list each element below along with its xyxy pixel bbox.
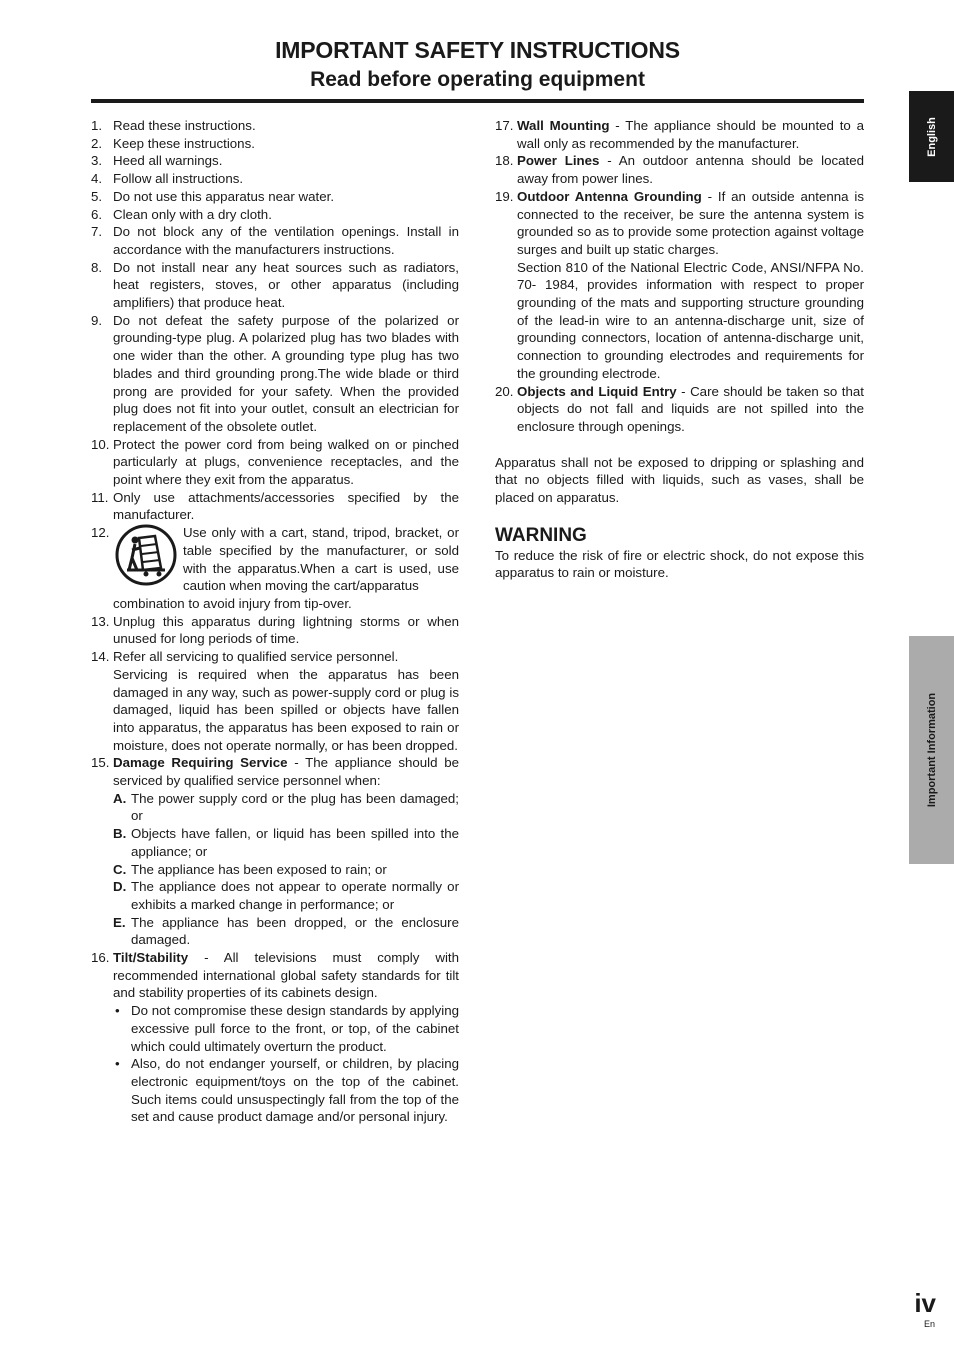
sub-item: A. The power supply cord or the plug has been damaged; or [113, 790, 459, 824]
list-item: 13. Unplug this apparatus during lightning storms or when unused for long periods of time. [91, 613, 459, 647]
list-item: 18. Power Lines - An outdoor antenna should be located away from power lines. [495, 153, 864, 187]
warning-text: To reduce the risk of fire or electric shock, do not expose this apparatus to rain or moisture. [495, 547, 864, 581]
list-item: 11. Only use attachments/accessories specified by the manufacturer. [91, 489, 459, 523]
page-subtitle: Read before operating equipment [310, 68, 645, 91]
list-item: 14. Refer all servicing to qualified service personnel. Servicing is required when the apparatus has been damaged in any way, such as power-supply cord or plug is damaged, liquid has been spilled or objects have fallen into apparatus, the apparatus has been exposed to rain or moisture, does not operate normally, or has been dropped. [91, 649, 459, 753]
cart-tip-over-warning-icon [113, 524, 179, 586]
sub-item: C. The appliance has been exposed to rain; or [113, 861, 387, 877]
list-item: 3. Heed all warnings. [91, 153, 223, 169]
right-column [495, 117, 864, 582]
list-item: 6. Clean only with a dry cloth. [91, 206, 272, 222]
list-item: 17. Wall Mounting - The appliance should be mounted to a wall only as recommended by the manufacturer. [495, 118, 864, 151]
apparatus-note: Apparatus shall not be exposed to dripping or splashing and that no objects filled with liquids, such as vases, shall be placed on apparatus. [495, 454, 864, 506]
sub-item: D. The appliance does not appear to operate normally or exhibits a marked change in performance; or [113, 879, 459, 912]
list-item: 20. Objects and Liquid Entry - Care should be taken so that objects do not fall and liquids are not spilled into the enclosure through openings. [495, 383, 864, 434]
warning-heading: WARNING [495, 524, 587, 546]
list-item: 8. Do not install near any heat sources such as radiators, heat registers, stoves, or other apparatus (including amplifiers) that produce heat. [91, 259, 459, 311]
page-title: IMPORTANT SAFETY INSTRUCTIONS [275, 37, 680, 63]
bullet-item: • Also, do not endanger yourself, or children, by placing electronic equipment/toys on the top of the cabinet. Such items could unsuspectingly fall from the top of the set and cause product damage and/or personal injury. [115, 1056, 459, 1125]
tab-important-label: Important Information [925, 692, 938, 808]
tab-english[interactable] [909, 91, 954, 182]
bullet-item: • Do not compromise these design standards by applying excessive pull force to the front, or top, of the cabinet which could ultimately overturn the product. [115, 1003, 459, 1054]
sub-item: E. The appliance has been dropped, or the enclosure damaged. [113, 914, 459, 948]
page-language: En [923, 1319, 935, 1329]
left-column [91, 117, 459, 1126]
list-item: 9. Do not defeat the safety purpose of the polarized or grounding-type plug. A polarized plug has two blades with one wider than the other. A grounding type plug has two blades and third grounding prong.The wide blade or third prong are provided for your safety. When the provided plug does not fit into your outlet, consult an electrician for replacement of the obsolete outlet. [91, 312, 459, 434]
title-rule [91, 99, 864, 103]
list-item: 1. Read these instructions. [91, 118, 256, 133]
list-item: 5. Do not use this apparatus near water. [91, 188, 335, 204]
list-item: 15. Damage Requiring Service - The appliance should be serviced by qualified service personnel when: A. The power supply cord or the plug has been damaged; or B. Objects have fallen, or liquid has been spilled into the appliance; or C. The appliance has been exposed to rain; or D. The appliance does not appear to operate normally or exhibits a marked change in performance; or E. The appliance has been dropped, or the enclosure damaged. [91, 755, 459, 948]
list-item: 2. Keep these instructions. [91, 135, 255, 151]
tab-important-information[interactable] [909, 636, 954, 864]
list-item: 16. Tilt/Stability - All televisions must comply with recommended international global safety standards for tilt and stability properties of its cabinets design. • Do not compromise these design standards by applying excessive pull force to the front, or top, of the cabinet which could ultimately overturn the product. • Also, do not endanger yourself, or children, by placing electronic equipment/toys on the top of the cabinet. Such items could unsuspectingly fall from the top of the set and cause product damage and/or personal injury. [91, 950, 459, 1125]
sub-item: B. Objects have fallen, or liquid has been spilled into the appliance; or [113, 826, 459, 859]
list-item: 19. Outdoor Antenna Grounding - If an outside antenna is connected to the receiver, be sure the antenna system is grounded so as to provide some protection against voltage surges and built up static charges. Section 810 of the National Electric Code, ANSI/NFPA No. 70- 1984, provides information with respect to proper grounding of the mats and supporting structure grounding of the lead-in wire to an antenna-discharge unit, size of grounding connectors, location of antenna-discharge unit, connection to grounding electrodes and requirements for the grounding electrode. [495, 188, 864, 381]
list-item: 10. Protect the power cord from being walked on or pinched particularly at plugs, convenience receptacles, and the point where they exit from the apparatus. [91, 436, 459, 488]
list-item: 7. Do not block any of the ventilation openings. Install in accordance with the manufacturers instructions. [91, 224, 459, 257]
tab-english-label: English [925, 116, 938, 157]
list-item: 4. Follow all instructions. [91, 171, 244, 187]
page-number: iv [914, 1288, 936, 1318]
list-item-cart: 12. Use only with a cart, stand, tripod, bracket, or table specified by the manufacturer, or sold with the apparatus.When a cart is used, use caution when moving the cart/apparatus combination to avoid injury from tip-over. [91, 525, 459, 611]
